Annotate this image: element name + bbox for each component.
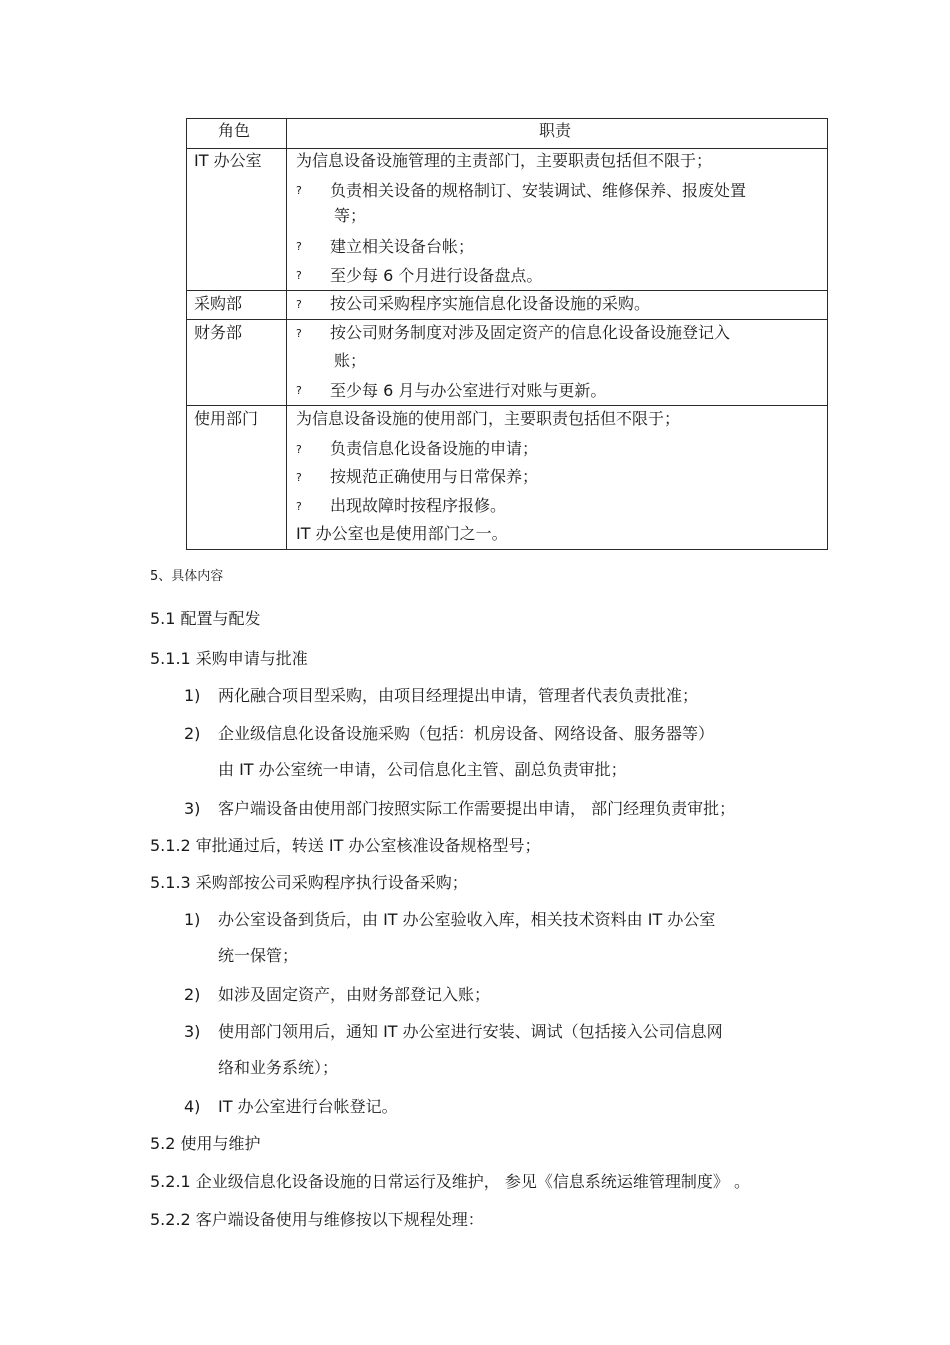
list-item: IT 办公室进行台帐登记。 xyxy=(218,1097,398,1116)
bullet-glyph: ? xyxy=(296,384,302,397)
list-number: 3) xyxy=(184,1022,201,1041)
list-number: 1) xyxy=(184,910,201,929)
subsection-heading: 5.1.1 采购申请与批准 xyxy=(150,649,308,668)
duty-item: 负责信息化设备设施的申请； xyxy=(330,439,539,458)
bullet-glyph: ? xyxy=(296,184,302,197)
role-cell: 使用部门 xyxy=(194,409,259,428)
duty-item: 按规范正确使用与日常保养； xyxy=(330,467,539,486)
section-heading: 5.1 配置与配发 xyxy=(150,609,261,628)
role-cell: IT 办公室 xyxy=(194,151,262,170)
bullet-glyph: ? xyxy=(296,500,302,513)
section-heading: 5.2 使用与维护 xyxy=(150,1134,261,1153)
table-border-left xyxy=(186,118,187,550)
table-border-bottom xyxy=(186,549,828,550)
row-divider xyxy=(186,405,828,406)
list-item: 客户端设备由使用部门按照实际工作需要提出申请， 部门经理负责审批； xyxy=(218,799,736,818)
duty-outro: IT 办公室也是使用部门之一。 xyxy=(296,524,508,543)
role-cell: 采购部 xyxy=(194,294,243,313)
list-item: 两化融合项目型采购，由项目经理提出申请，管理者代表负责批准； xyxy=(218,686,699,705)
list-item: 企业级信息化设备设施采购（包括：机房设备、网络设备、服务器等） xyxy=(218,724,715,743)
subsection-heading: 5.1.3 采购部按公司采购程序执行设备采购； xyxy=(150,873,468,892)
table-border-top xyxy=(186,118,828,119)
list-item-continuation: 统一保管； xyxy=(218,946,299,965)
list-number: 3) xyxy=(184,799,201,818)
duty-item-continuation: 等； xyxy=(334,206,367,225)
list-number: 1) xyxy=(184,686,201,705)
subsection-heading: 5.2.1 企业级信息化设备设施的日常运行及维护， 参见《信息系统运维管理制度》 。 xyxy=(150,1172,750,1191)
row-divider xyxy=(186,290,828,291)
duty-intro: 为信息设备设施管理的主责部门，主要职责包括但不限于； xyxy=(296,151,713,170)
duty-item: 按公司采购程序实施信息化设备设施的采购。 xyxy=(330,294,651,313)
duty-item: 负责相关设备的规格制订、安装调试、维修保养、报废处置 xyxy=(330,181,747,200)
list-item: 办公室设备到货后，由 IT 办公室验收入库，相关技术资料由 IT 办公室 xyxy=(218,910,716,929)
bullet-glyph: ? xyxy=(296,443,302,456)
bullet-glyph: ? xyxy=(296,298,302,311)
bullet-glyph: ? xyxy=(296,327,302,340)
duty-item: 出现故障时按程序报修。 xyxy=(330,496,507,515)
column-divider xyxy=(286,118,287,550)
duty-item-continuation: 账； xyxy=(334,351,367,370)
bullet-glyph: ? xyxy=(296,240,302,253)
list-number: 4) xyxy=(184,1097,201,1116)
list-item-continuation: 络和业务系统）； xyxy=(218,1058,339,1077)
bullet-glyph: ? xyxy=(296,471,302,484)
list-item: 如涉及固定资产，由财务部登记入账； xyxy=(218,985,491,1004)
bullet-glyph: ? xyxy=(296,269,302,282)
row-divider xyxy=(186,319,828,320)
subsection-heading: 5.2.2 客户端设备使用与维修按以下规程处理： xyxy=(150,1210,484,1229)
duty-intro: 为信息设备设施的使用部门，主要职责包括但不限于； xyxy=(296,409,681,428)
table-header-role: 角色 xyxy=(218,121,251,140)
table-border-right xyxy=(827,118,828,550)
duty-item: 至少每 6 月与办公室进行对账与更新。 xyxy=(330,381,607,400)
list-item-continuation: 由 IT 办公室统一申请，公司信息化主管、副总负责审批； xyxy=(218,760,627,779)
table-header-divider xyxy=(186,148,828,149)
duty-item: 至少每 6 个月进行设备盘点。 xyxy=(330,266,543,285)
duty-item: 建立相关设备台帐； xyxy=(330,237,475,256)
list-number: 2) xyxy=(184,985,201,1004)
list-item: 使用部门领用后，通知 IT 办公室进行安装、调试（包括接入公司信息网 xyxy=(218,1022,723,1041)
list-number: 2) xyxy=(184,724,201,743)
role-cell: 财务部 xyxy=(194,323,243,342)
duty-item: 按公司财务制度对涉及固定资产的信息化设备设施登记入 xyxy=(330,323,731,342)
section-heading: 5、具体内容 xyxy=(150,569,224,584)
subsection-heading: 5.1.2 审批通过后，转送 IT 办公室核准设备规格型号； xyxy=(150,836,541,855)
table-header-duty: 职责 xyxy=(539,121,572,140)
